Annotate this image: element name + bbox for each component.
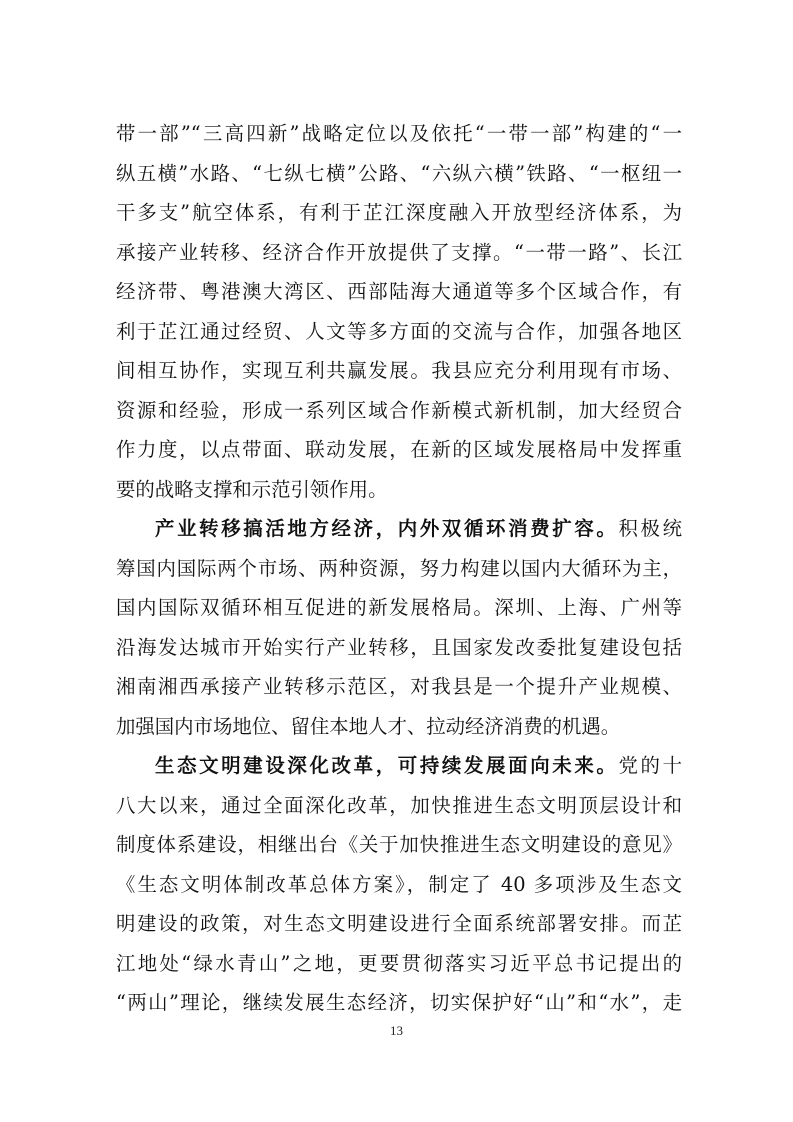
text-line: 干多支”航空体系，有利于芷江深度融入开放型经济体系，为	[116, 201, 682, 224]
text-line: 明建设的政策，对生态文明建设进行全面系统部署安排。而芷	[116, 912, 682, 935]
text-line: 《生态文明体制改革总体方案》，制定了 40 多项涉及生态文	[116, 872, 682, 896]
text-run: 党的十	[618, 754, 682, 777]
text-line: 制度体系建设，相继出台《关于加快推进生态文明建设的意见》	[116, 833, 682, 856]
text-line: 国内国际双循环相互促进的新发展格局。深圳、上海、广州等	[116, 596, 682, 619]
text-line: 带一部”“三高四新”战略定位以及依托“一带一部”构建的“一	[116, 122, 682, 145]
text-line: 湘南湘西承接产业转移示范区，对我县是一个提升产业规模、	[116, 675, 682, 698]
text-line: 经济带、粤港澳大湾区、西部陆海大通道等多个区域合作，有	[116, 280, 682, 303]
text-line: 沿海发达城市开始实行产业转移，且国家发改委批复建设包括	[116, 635, 682, 659]
paragraph-ecological-civilization	[116, 746, 682, 1023]
text-line: 承接产业转移、经济合作开放提供了支撑。“一带一路”、长江	[116, 240, 682, 264]
paragraph-first-line	[116, 509, 682, 549]
text-line: 要的战略支撑和示范引领作用。	[116, 477, 388, 501]
page-number: 13	[390, 1023, 403, 1038]
body-text	[116, 114, 682, 1023]
text-run: 积极统	[618, 517, 682, 540]
paragraph-regional-cooperation	[116, 114, 682, 509]
paragraph-heading: 生态文明建设深化改革，可持续发展面向未来。	[155, 754, 619, 777]
text-line: “两山”理论，继续发展生态经济，切实保护好“山”和“水”，走	[116, 991, 682, 1014]
paragraph-first-line	[116, 746, 682, 786]
text-line: 江地处“绿水青山”之地，更要贯彻落实习近平总书记提出的	[116, 951, 682, 975]
paragraph-heading: 产业转移搞活地方经济，内外双循环消费扩容。	[155, 517, 619, 540]
text-line: 加强国内市场地位、留住本地人才、拉动经济消费的机遇。	[116, 714, 621, 738]
text-line: 资源和经验，形成一系列区域合作新模式新机制，加大经贸合	[116, 398, 682, 422]
text-line: 作力度，以点带面、联动发展，在新的区域发展格局中发挥重	[116, 438, 682, 461]
text-line: 利于芷江通过经贸、人文等多方面的交流与合作，加强各地区	[116, 319, 682, 343]
text-line: 八大以来，通过全面深化改革，加快推进生态文明顶层设计和	[116, 793, 682, 817]
text-line: 筹国内国际两个市场、两种资源，努力构建以国内大循环为主，	[116, 556, 682, 580]
text-line: 间相互协作，实现互利共赢发展。我县应充分利用现有市场、	[116, 359, 682, 382]
paragraph-industrial-transfer	[116, 509, 682, 746]
text-line: 纵五横”水路、“七纵七横”公路、“六纵六横”铁路、“一枢纽一	[116, 161, 682, 185]
